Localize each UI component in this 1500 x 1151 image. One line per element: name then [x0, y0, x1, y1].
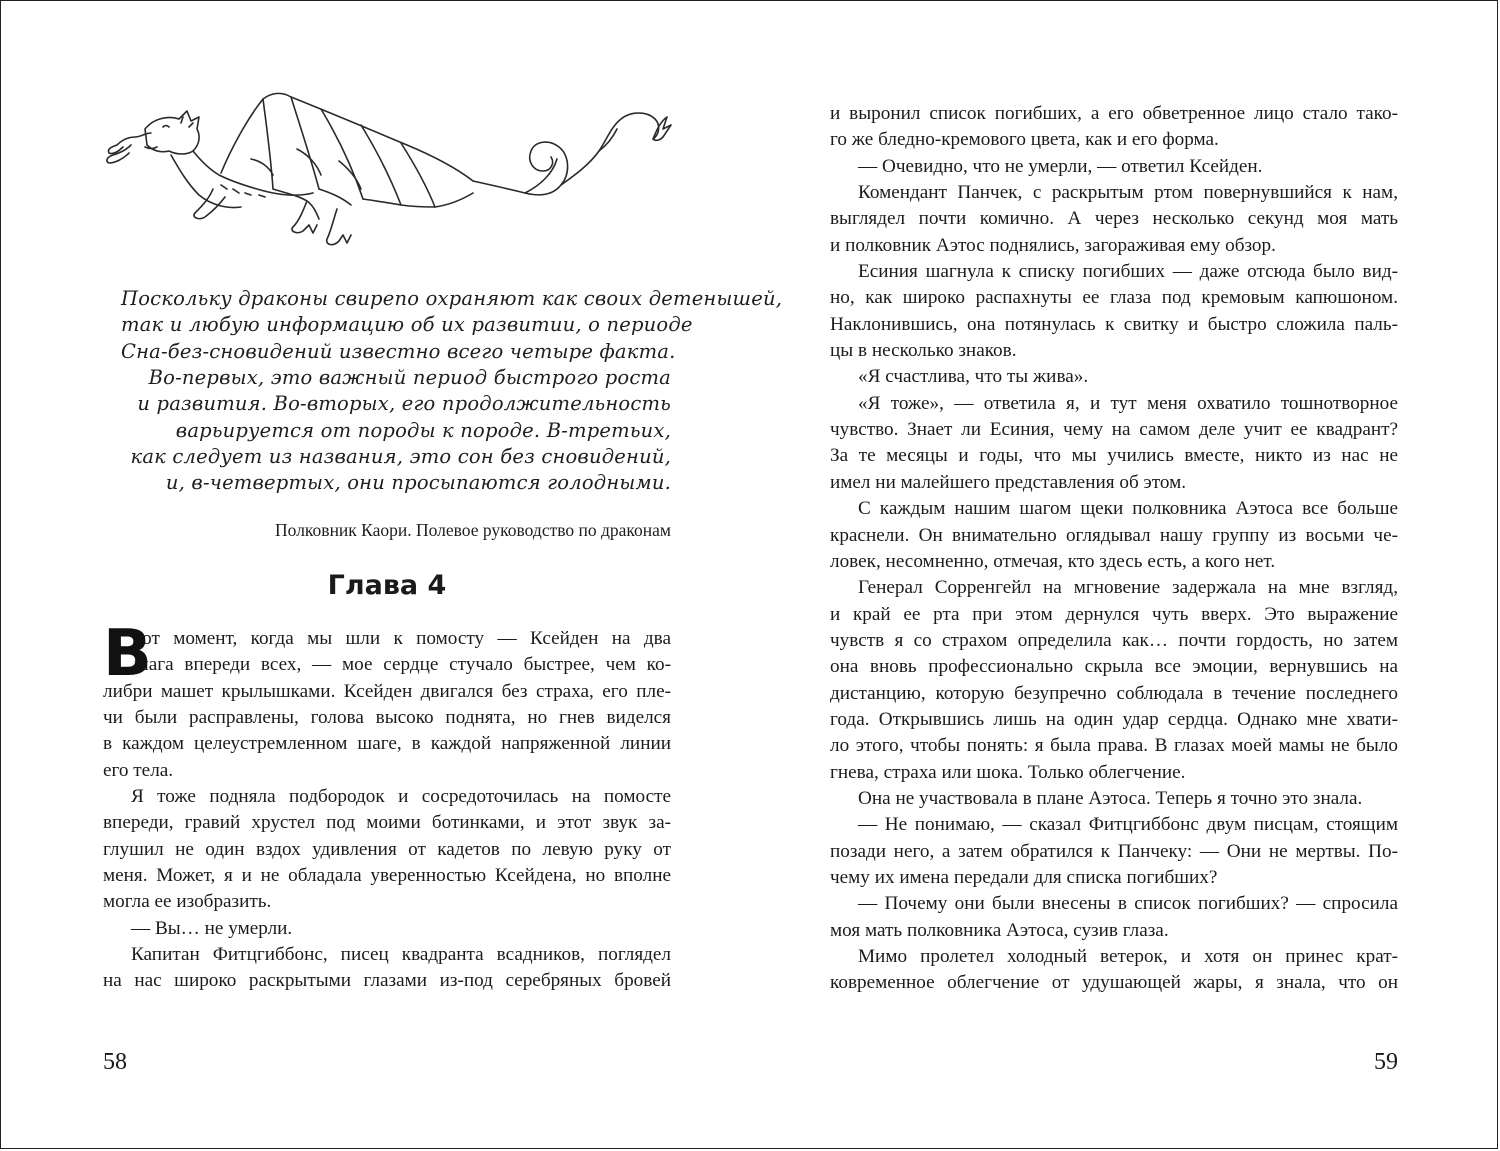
text-line: могла ее изобразить.: [103, 891, 272, 913]
text-line: — Вы… не умерли.: [131, 917, 293, 939]
text-line: но, как широко распахнуты ее глаза под кремовым капюшоном.: [830, 287, 1398, 309]
text-line: За те месяцы и годы, что мы учились вместе, никто из нас не: [830, 445, 1398, 467]
text-line: Наклонившись, она потянулась к свитку и быстро сложила паль-: [830, 313, 1398, 335]
text-line: на нас широко раскрытыми глазами из-под серебряных бровей: [103, 970, 671, 992]
right-body-text: [830, 101, 1398, 997]
text-line: краснели. Он внимательно оглядывал нашу группу из восьми че-: [830, 524, 1398, 546]
text-line: имел ни малейшего представления об этом.: [830, 471, 1187, 493]
epigraph-line: и развития. Во-вторых, его продолжительность: [137, 392, 671, 416]
text-line: чувств я со страхом определила как… почти гордость, но затем: [830, 629, 1398, 651]
epigraph-line: как следует из названия, это сон без сновидений,: [130, 445, 671, 469]
text-line: впереди, гравий хрустел под моими ботинками, и этот звук за-: [103, 812, 671, 834]
page-number: 59: [1374, 1049, 1398, 1075]
text-line: либри машет крылышками. Ксейден двигался без страха, его пле-: [103, 680, 671, 702]
text-line: С каждым нашим шагом щеки полковника Аэтоса все больше: [858, 498, 1398, 520]
text-line: — Очевидно, что не умерли, — ответил Ксейден.: [858, 155, 1263, 177]
text-line: его тела.: [103, 759, 174, 781]
text-line: цы в несколько знаков.: [830, 340, 1017, 362]
text-line: глушил не один вздох удивления от кадетов по левую руку от: [103, 838, 671, 860]
left-page: [1, 1, 783, 1150]
text-line: позади него, а затем обратился к Панчеку: — Они не мертвы. По-: [830, 840, 1398, 862]
text-line: она вновь профессионально скрыла все эмоции, вернувшись на: [830, 656, 1398, 678]
epigraph-line: варьируется от породы к породе. В-третьих,: [175, 418, 671, 442]
text-line: «Я тоже», — ответила я, и тут меня охватило тошнотворное: [858, 392, 1398, 414]
text-line: моя мать полковника Аэтоса, сузив глаза.: [830, 919, 1169, 941]
text-line: и край ее рта при этом дернулся чуть вверх. Это выражение: [830, 603, 1398, 625]
epigraph-line: Во-первых, это важный период быстрого роста: [148, 366, 671, 390]
left-body-text: [103, 617, 671, 995]
epigraph-attribution: Полковник Каори. Полевое руководство по драконам: [275, 520, 671, 540]
text-line: в каждом целеустремленном шаге, в каждой напряженной линии: [103, 733, 671, 755]
text-line: меня. Может, я и не обладала уверенностью Ксейдена, но вполне: [103, 865, 671, 887]
text-line: чувство. Знает ли Есиния, чему на самом деле учит ее квадрант?: [830, 419, 1398, 441]
text-line: тот момент, когда мы шли к помосту — Ксейден на два: [134, 628, 671, 649]
text-line: Комендант Панчек, с раскрытым ртом повернувшийся к нам,: [858, 182, 1398, 204]
chapter-title: Глава 4: [327, 570, 447, 601]
epigraph-line: Поскольку драконы свирепо охраняют как своих детенышей,: [121, 287, 783, 310]
text-line: и полковник Аэтос поднялись, загораживая ему обзор.: [830, 234, 1276, 256]
text-line: ковременное облегчение от удушающей жары, я знала, что он: [830, 972, 1398, 994]
epigraph-line: так и любую информацию об их развитии, о периоде: [121, 313, 693, 337]
epigraph-line: Сна-без-сновидений известно всего четыре факта.: [121, 339, 676, 363]
text-line: выглядел почти комично. А через несколько секунд моя мать: [830, 208, 1398, 230]
drop-cap: В: [103, 617, 152, 691]
text-line: чему их имена передали для списка погибших?: [830, 866, 1218, 888]
text-line: шага впереди всех, — мое сердце стучало быстрее, чем ко-: [134, 654, 671, 676]
text-line: дистанцию, которую безупречно соблюдала в течение последнего: [830, 682, 1398, 704]
page-number: 58: [103, 1049, 127, 1075]
text-line: гнева, страха или шока. Только облегчение.: [830, 761, 1186, 783]
text-line: «Я счастлива, что ты жива».: [858, 366, 1089, 388]
text-line: Я тоже подняла подбородок и сосредоточилась на помосте: [131, 786, 671, 808]
text-line: — Почему они были внесены в список погибших? — спросила: [858, 893, 1398, 915]
text-line: чи были расправлены, голова высоко поднята, но гнев виделся: [103, 707, 671, 729]
dragon-icon: [101, 89, 673, 251]
text-line: Есиния шагнула к списку погибших — даже отсюда было вид-: [858, 261, 1398, 283]
text-line: года. Открывшись лишь на один удар сердца. Однако мне хвати-: [830, 708, 1398, 730]
text-line: ловек, несомненно, отмечая, кто здесь есть, а кого нет.: [830, 550, 1276, 572]
text-line: Мимо пролетел холодный ветерок, и хотя он принес крат-: [858, 946, 1398, 967]
text-line: Она не участвовала в плане Аэтоса. Теперь я точно это знала.: [858, 787, 1363, 809]
text-line: Генерал Сорренгейл на мгновение задержала на мне взгляд,: [858, 577, 1398, 599]
text-line: — Не понимаю, — сказал Фитцгиббонс двум писцам, стоящим: [858, 814, 1398, 836]
text-line: и выронил список погибших, а его обветренное лицо стало тако-: [830, 103, 1398, 124]
epigraph: [121, 285, 783, 496]
text-line: Капитан Фитцгиббонс, писец квадранта всадников, поглядел: [131, 944, 671, 966]
text-line: ло этого, чтобы понять: я была права. В глазах моей мамы не было: [830, 735, 1398, 757]
right-page: [750, 1, 1499, 1150]
text-line: го же бледно-кремового цвета, как и его форма.: [830, 129, 1219, 151]
epigraph-line: и, в-четвертых, они просыпаются голодными.: [165, 471, 671, 495]
